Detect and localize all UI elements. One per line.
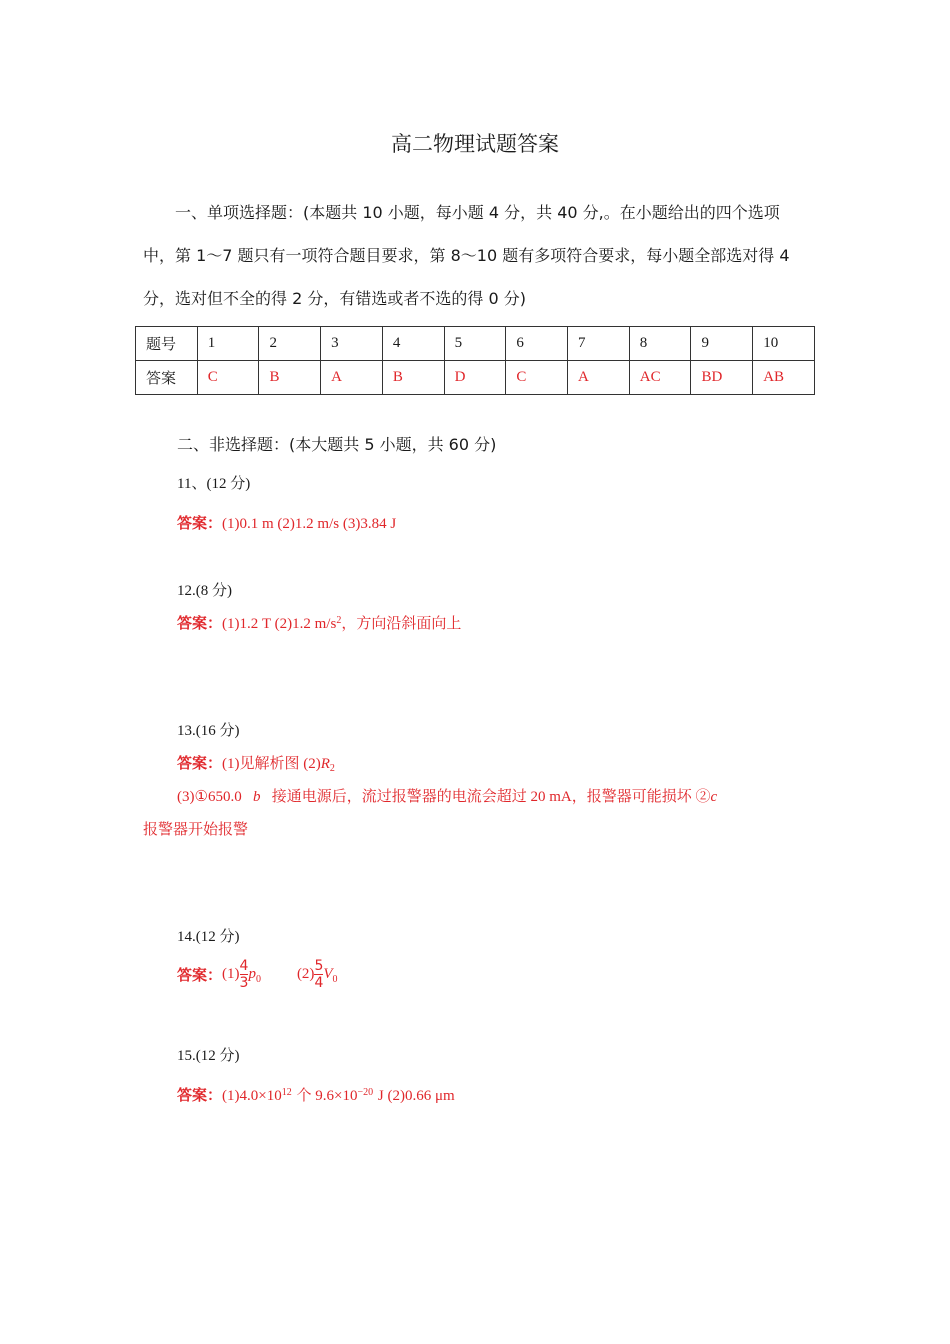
q15-heading: 15.(12 分) — [177, 1048, 240, 1064]
q12-answer-sup: 2 — [336, 615, 342, 626]
q14-var-v: V — [323, 966, 333, 982]
q11-answer — [177, 512, 396, 533]
table-cell-answer: C — [197, 361, 259, 395]
table-cell-answer: A — [568, 361, 630, 395]
q15-sup-1: 12 — [281, 1087, 292, 1098]
table-row-numbers — [136, 327, 815, 361]
page-title: 高二物理试题答案 — [391, 132, 559, 156]
q15-text-1: (1)4.0×10 — [222, 1088, 282, 1104]
q13-part3-text: (3)①650.0 — [177, 789, 242, 805]
table-cell-answer: C — [506, 361, 568, 395]
table-cell: 9 — [691, 327, 753, 361]
answer-label: 答案： — [177, 754, 223, 772]
section2-heading: 二、非选择题：(本大题共 5 小题，共 60 分) — [177, 435, 497, 454]
table-cell: 6 — [506, 327, 568, 361]
table-cell-answer: B — [259, 361, 321, 395]
q14-part2-label: (2) — [296, 966, 315, 982]
table-cell-answer: A — [321, 361, 383, 395]
table-cell: 7 — [568, 327, 630, 361]
q11-answer-text: (1)0.1 m (2)1.2 m/s (3)3.84 J — [222, 516, 397, 532]
q13-heading: 13.(16 分) — [177, 723, 240, 739]
answer-label: 答案： — [177, 1086, 223, 1104]
q14-var-p-sub: 0 — [255, 974, 261, 985]
q13-answer-line1 — [177, 752, 335, 773]
q12-answer-text: (1)1.2 T (2)1.2 m/s — [222, 616, 337, 632]
section1-line2: 中，第 1～7 题只有一项符合题目要求，第 8～10 题有多项符合要求，每小题全部选对得 4 — [143, 246, 790, 265]
q13-var-c: c — [710, 789, 718, 805]
table-cell: 5 — [444, 327, 506, 361]
q13-answer-line3: 报警器开始报警 — [143, 820, 249, 838]
fraction-denominator: 4 — [314, 975, 324, 991]
table-cell: 4 — [382, 327, 444, 361]
q13-var-r: R — [320, 756, 330, 772]
table-cell: 10 — [753, 327, 815, 361]
q13-answer-line2 — [177, 785, 717, 806]
answer-label: 答案： — [177, 966, 223, 984]
q13-part3-explanation: 接通电源后，流过报警器的电流会超过 20 mA，报警器可能损坏 ② — [271, 789, 711, 805]
fraction-numerator: 4 — [239, 958, 249, 974]
table-cell-answer: D — [444, 361, 506, 395]
row-label-number: 题号 — [136, 327, 198, 361]
fraction-numerator: 5 — [314, 958, 324, 974]
row-label-answer: 答案 — [136, 361, 198, 395]
q13-answer-text: (1)见解析图 (2) — [222, 756, 321, 772]
q12-heading: 12.(8 分) — [177, 583, 232, 599]
table-cell: 3 — [321, 327, 383, 361]
table-cell-answer: BD — [691, 361, 753, 395]
q15-text-2: 个 9.6×10 — [296, 1088, 358, 1104]
q14-heading: 14.(12 分) — [177, 929, 240, 945]
q15-text-3: J (2)0.66 μm — [377, 1088, 455, 1104]
q14-part1-label: (1) — [222, 966, 240, 982]
answer-label: 答案： — [177, 514, 223, 532]
q14-var-p: p — [248, 966, 256, 982]
table-cell: 2 — [259, 327, 321, 361]
section1-line1: 一、单项选择题：(本题共 10 小题，每小题 4 分，共 40 分,。在小题给出的四个选项 — [175, 203, 780, 222]
q14-var-v-sub: 0 — [332, 974, 338, 985]
table-cell: 8 — [629, 327, 691, 361]
q15-answer — [177, 1084, 455, 1105]
q13-var-sub: 2 — [329, 763, 335, 774]
table-cell-answer: B — [382, 361, 444, 395]
answer-label: 答案： — [177, 614, 223, 632]
table-row-answers — [136, 361, 815, 395]
answer-table — [135, 326, 815, 395]
q12-answer-direction: ，方向沿斜面向上 — [341, 616, 462, 632]
q14-answer — [177, 958, 338, 991]
table-cell: 1 — [197, 327, 259, 361]
q13-var-b: b — [252, 789, 261, 805]
table-cell-answer: AB — [753, 361, 815, 395]
section1-line3: 分，选对但不全的得 2 分，有错选或者不选的得 0 分) — [143, 289, 526, 308]
q15-sup-2: −20 — [357, 1087, 374, 1098]
q12-answer — [177, 612, 461, 633]
table-cell-answer: AC — [629, 361, 691, 395]
fraction-denominator: 3 — [239, 975, 249, 991]
q11-heading: 11、(12 分) — [177, 476, 251, 492]
